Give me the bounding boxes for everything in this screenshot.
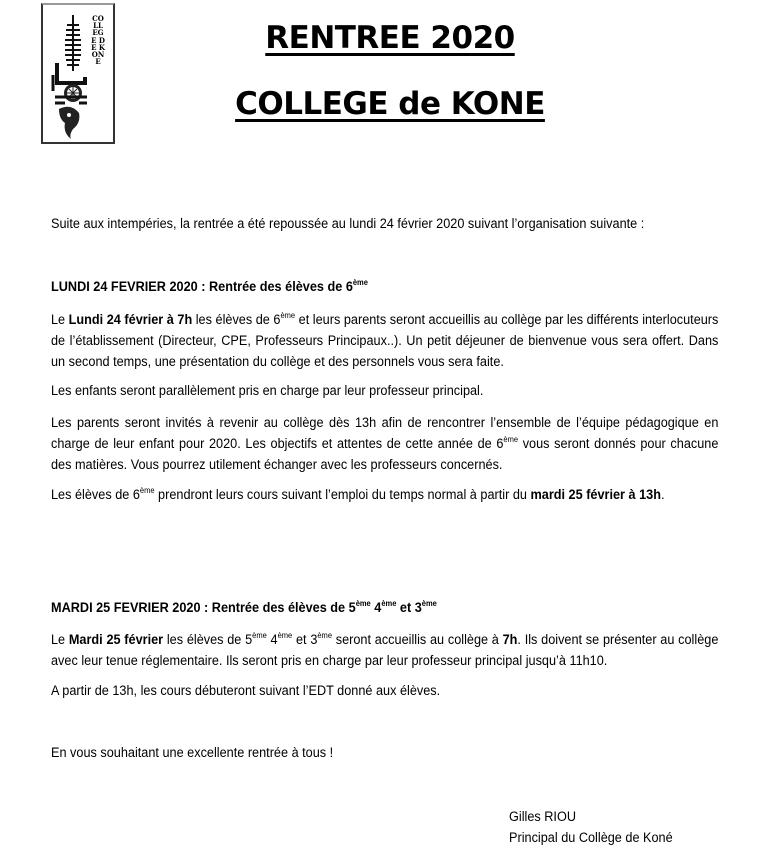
heading-text: MARDI 25 FEVRIER 2020 : Rentrée des élèves de 5 xyxy=(51,600,356,615)
heading-text: 4 xyxy=(370,600,382,615)
ordinal-sup: ème xyxy=(277,631,293,640)
ordinal-sup: ème xyxy=(280,311,296,320)
text: prendront leurs cours suivant l’emploi du temps normal à partir du xyxy=(154,487,531,502)
text: et 3 xyxy=(292,632,318,647)
college-logo xyxy=(41,3,115,144)
section-heading-tuesday xyxy=(51,597,718,618)
logo-label: COLLEGE DE KONE xyxy=(91,14,105,67)
text: 4 xyxy=(266,632,278,647)
page-title: RENTREE 2020 xyxy=(265,20,515,56)
paragraph-monday-teacher: Les enfants seront parallèlement pris en charge par leur professeur principal. xyxy=(51,383,484,398)
closing-line: En vous souhaitant une excellente rentrée à tous ! xyxy=(51,745,334,760)
ordinal-sup: ème xyxy=(252,631,267,640)
bold-date: Lundi 24 février à 7h xyxy=(68,312,193,327)
text: et leurs parents seront accueillis au collège par les différents interlocuteurs de l’établissement (Directeur, CPE, Professeurs Principaux..). Un petit déjeuner de bienvenue vous sera offert. Dans un second temps, une présentation du collège et des personnels vous sera faite. xyxy=(51,312,719,369)
heading-text: LUNDI 24 FEVRIER 2020 : Rentrée des élèves de 6 xyxy=(51,279,353,294)
intro-paragraph: Suite aux intempéries, la rentrée a été repoussée au lundi 24 février 2020 suivant l’organisation suivante : xyxy=(51,216,645,231)
bold-time: 7h xyxy=(502,632,518,647)
text: . Ils doivent se présenter au collège avec leur tenue réglementaire. Ils seront pris en charge par leur professeur principal jusqu’à 11h10. xyxy=(51,632,719,668)
paragraph-monday-welcome xyxy=(51,309,718,372)
text: vous seront donnés pour chacune des matières. Vous pourrez utilement échanger avec les professeurs concernés. xyxy=(51,436,719,472)
ordinal-sup: ème xyxy=(355,599,371,608)
paragraph-tuesday-schedule: A partir de 13h, les cours débuteront suivant l’EDT donné aux élèves. xyxy=(51,683,441,698)
text: Le xyxy=(51,312,69,327)
text: Les parents seront invités à revenir au collège dès 13h afin de rencontrer l’ensemble de l’équipe pédagogique en charge de leur enfant pour 2020. Les objectifs et attentes de cette année de 6 xyxy=(51,415,719,451)
paragraph-monday-parents xyxy=(51,412,718,475)
college-crest-icon xyxy=(51,11,91,141)
bold-date: Mardi 25 février xyxy=(68,632,164,647)
paragraph-tuesday-welcome xyxy=(51,629,718,671)
section-heading-monday xyxy=(51,276,718,297)
signature-name: Gilles RIOU xyxy=(509,809,576,824)
bold-date: mardi 25 février à 13h xyxy=(530,487,661,502)
signature-role: Principal du Collège de Koné xyxy=(509,830,673,845)
text: Le xyxy=(51,632,69,647)
text: seront accueillis au collège à xyxy=(332,632,503,647)
ordinal-sup: ème xyxy=(139,486,155,495)
text: . xyxy=(660,487,665,502)
page-subtitle: COLLEGE de KONE xyxy=(235,86,545,122)
ordinal-sup: ème xyxy=(352,278,368,287)
text: Les élèves de 6 xyxy=(51,487,140,502)
text: les élèves de 6 xyxy=(192,312,281,327)
ordinal-sup: ème xyxy=(421,599,437,608)
heading-text: et 3 xyxy=(396,600,422,615)
ordinal-sup: ème xyxy=(503,435,519,444)
ordinal-sup: ème xyxy=(381,599,397,608)
paragraph-monday-schedule xyxy=(51,484,718,505)
text: les élèves de 5 xyxy=(163,632,253,647)
ordinal-sup: ème xyxy=(317,631,333,640)
